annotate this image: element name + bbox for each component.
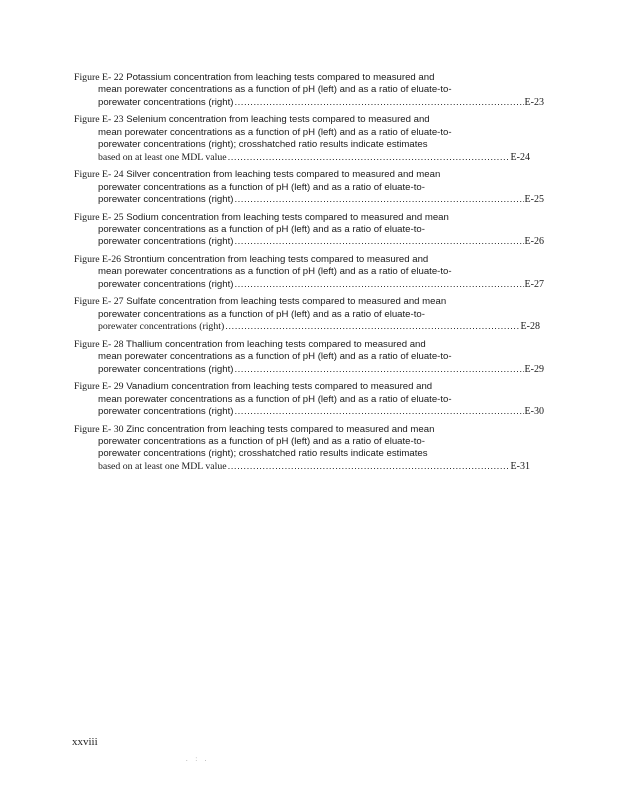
caption-line: mean porewater concentrations as a function of pH (left) and as a ratio of eluate-to- [98, 266, 452, 278]
toc-entry[interactable] [74, 212, 544, 249]
figure-number: Figure E-26 [74, 254, 122, 266]
caption-line: Selenium concentration from leaching tests compared to measured and [123, 114, 430, 126]
caption-line: mean porewater concentrations as a function of pH (left) and as a ratio of eluate-to- [98, 126, 452, 138]
page-ref: E-30 [524, 406, 544, 418]
dot-leader [234, 406, 523, 418]
dot-leader [234, 97, 523, 109]
toc-entry[interactable] [74, 339, 544, 376]
figure-number: Figure E- 29 [74, 381, 124, 393]
caption-line: porewater concentrations as a function of pH (left) and as a ratio of eluate-to- [98, 308, 425, 320]
caption-line: porewater concentrations as a function of pH (left) and as a ratio of eluate-to- [98, 181, 425, 193]
dot-leader [225, 321, 519, 333]
caption-line: porewater concentrations as a function of pH (left) and as a ratio of eluate-to- [98, 436, 425, 448]
caption-line: porewater concentrations (right) [98, 406, 234, 418]
page-ref: E-25 [524, 194, 544, 206]
caption-line: Thallium concentration from leaching tests compared to measured and [123, 338, 426, 350]
dot-leader [234, 194, 523, 206]
stray-marks: . : . [186, 757, 210, 763]
caption-line: porewater concentrations (right) [98, 321, 225, 333]
caption-line: porewater concentrations (right); crosshatched ratio results indicate estimates [98, 139, 428, 151]
page-number: xxviii [72, 736, 98, 748]
dot-leader [234, 279, 523, 291]
caption-line: based on at least one MDL value [98, 460, 227, 472]
figure-number: Figure E- 30 [74, 423, 124, 435]
caption-line: porewater concentrations (right) [98, 96, 234, 108]
caption-line: Sulfate concentration from leaching tests compared to measured and mean [123, 296, 447, 308]
page-ref: E-26 [524, 236, 544, 248]
dot-leader [228, 461, 510, 473]
caption-line: porewater concentrations (right) [98, 278, 234, 290]
toc-entry[interactable] [74, 381, 544, 418]
caption-line: mean porewater concentrations as a function of pH (left) and as a ratio of eluate-to- [98, 351, 452, 363]
toc-entry[interactable] [74, 72, 544, 109]
page-ref: E-24 [510, 151, 530, 163]
figure-number: Figure E- 27 [74, 296, 124, 308]
dot-leader [228, 152, 510, 164]
figure-number: Figure E- 25 [74, 211, 124, 223]
figure-number: Figure E- 28 [74, 338, 124, 350]
caption-line: mean porewater concentrations as a function of pH (left) and as a ratio of eluate-to- [98, 393, 452, 405]
caption-line: Silver concentration from leaching tests compared to measured and mean [123, 169, 441, 181]
page-ref: E-23 [524, 96, 544, 108]
list-of-figures [74, 72, 544, 478]
caption-line: porewater concentrations (right) [98, 194, 234, 206]
caption-line: mean porewater concentrations as a function of pH (left) and as a ratio of eluate-to- [98, 84, 452, 96]
page-ref: E-28 [520, 321, 540, 333]
toc-entry[interactable] [74, 424, 544, 474]
caption-line: Sodium concentration from leaching tests compared to measured and mean [123, 211, 449, 223]
caption-line: porewater concentrations as a function of pH (left) and as a ratio of eluate-to- [98, 224, 425, 236]
toc-entry[interactable] [74, 296, 544, 333]
caption-line: porewater concentrations (right) [98, 236, 234, 248]
page-ref: E-27 [524, 278, 544, 290]
caption-line: Strontium concentration from leaching tests compared to measured and [121, 254, 429, 266]
caption-line: based on at least one MDL value [98, 151, 227, 163]
caption-line: porewater concentrations (right) [98, 363, 234, 375]
toc-entry[interactable] [74, 169, 544, 206]
toc-entry[interactable] [74, 114, 544, 164]
dot-leader [234, 236, 523, 248]
toc-entry[interactable] [74, 254, 544, 291]
figure-number: Figure E- 23 [74, 114, 124, 126]
caption-line: Zinc concentration from leaching tests compared to measured and mean [123, 423, 435, 435]
dot-leader [234, 364, 523, 376]
page-ref: E-31 [510, 460, 530, 472]
figure-number: Figure E- 24 [74, 169, 124, 181]
caption-line: Vanadium concentration from leaching tests compared to measured and [123, 381, 433, 393]
page-ref: E-29 [524, 363, 544, 375]
caption-line: Potassium concentration from leaching tests compared to measured and [123, 72, 435, 83]
figure-number: Figure E- 22 [74, 72, 124, 83]
caption-line: porewater concentrations (right); crosshatched ratio results indicate estimates [98, 448, 428, 460]
